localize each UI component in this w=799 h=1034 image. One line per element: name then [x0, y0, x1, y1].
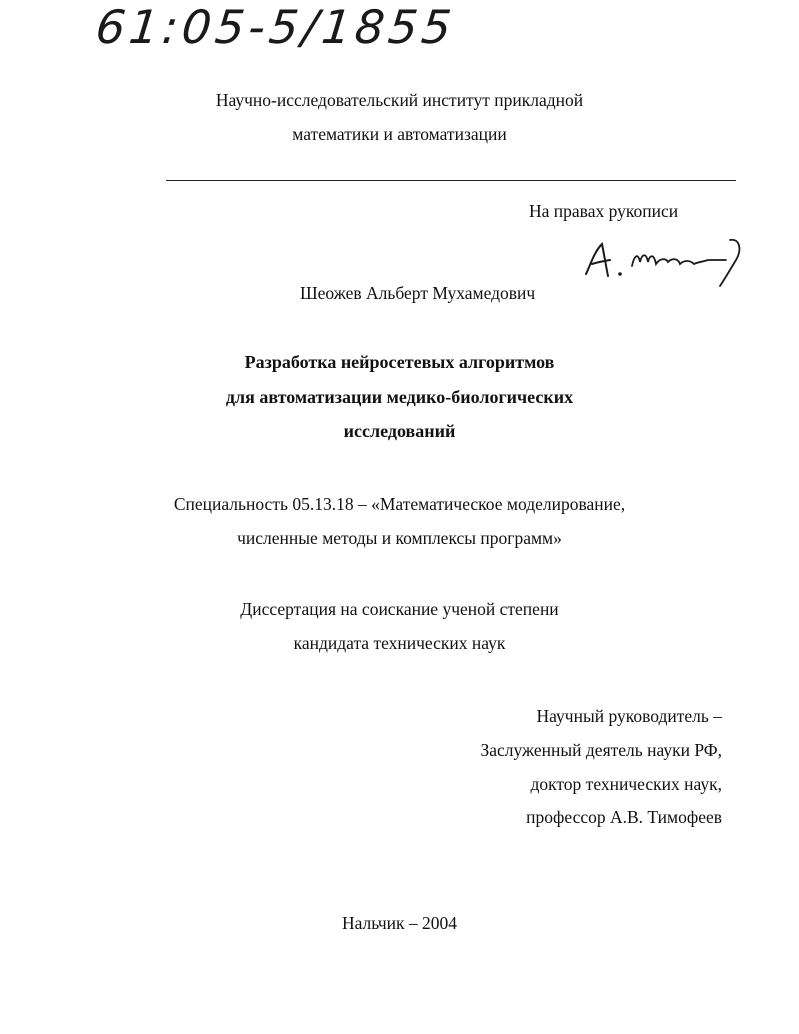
header-divider: [166, 180, 736, 181]
title-line-1: Разработка нейросетевых алгоритмов: [244, 352, 555, 372]
author-signature: [580, 236, 750, 297]
manuscript-note: На правах рукописи: [529, 201, 679, 221]
supervisor-line-1: Научный руководитель –: [536, 706, 722, 726]
title-line-2: для автоматизации медико-биологических: [225, 387, 574, 407]
title-line-3: исследований: [343, 421, 456, 441]
supervisor-line-3: доктор технических наук,: [530, 774, 722, 794]
place-year: Нальчик – 2004: [341, 913, 458, 933]
institute-line-1: Научно-исследовательский институт прикладной: [215, 90, 584, 110]
institute-line-2: математики и автоматизации: [292, 124, 507, 144]
supervisor-line-4: профессор А.В. Тимофеев: [526, 807, 722, 827]
degree-line-1: Диссертация на соискание ученой степени: [240, 599, 559, 619]
signature-scribble: [580, 236, 750, 292]
specialty-line-1: Специальность 05.13.18 – «Математическое моделирование,: [173, 494, 626, 514]
archive-code: 61:05-5/1855: [93, 0, 458, 54]
author-name: Шеожев Альберт Мухамедович: [300, 283, 536, 303]
supervisor-line-2: Заслуженный деятель науки РФ,: [480, 740, 722, 760]
degree-line-2: кандидата технических наук: [293, 633, 506, 653]
specialty-line-2: численные методы и комплексы программ»: [237, 528, 562, 548]
